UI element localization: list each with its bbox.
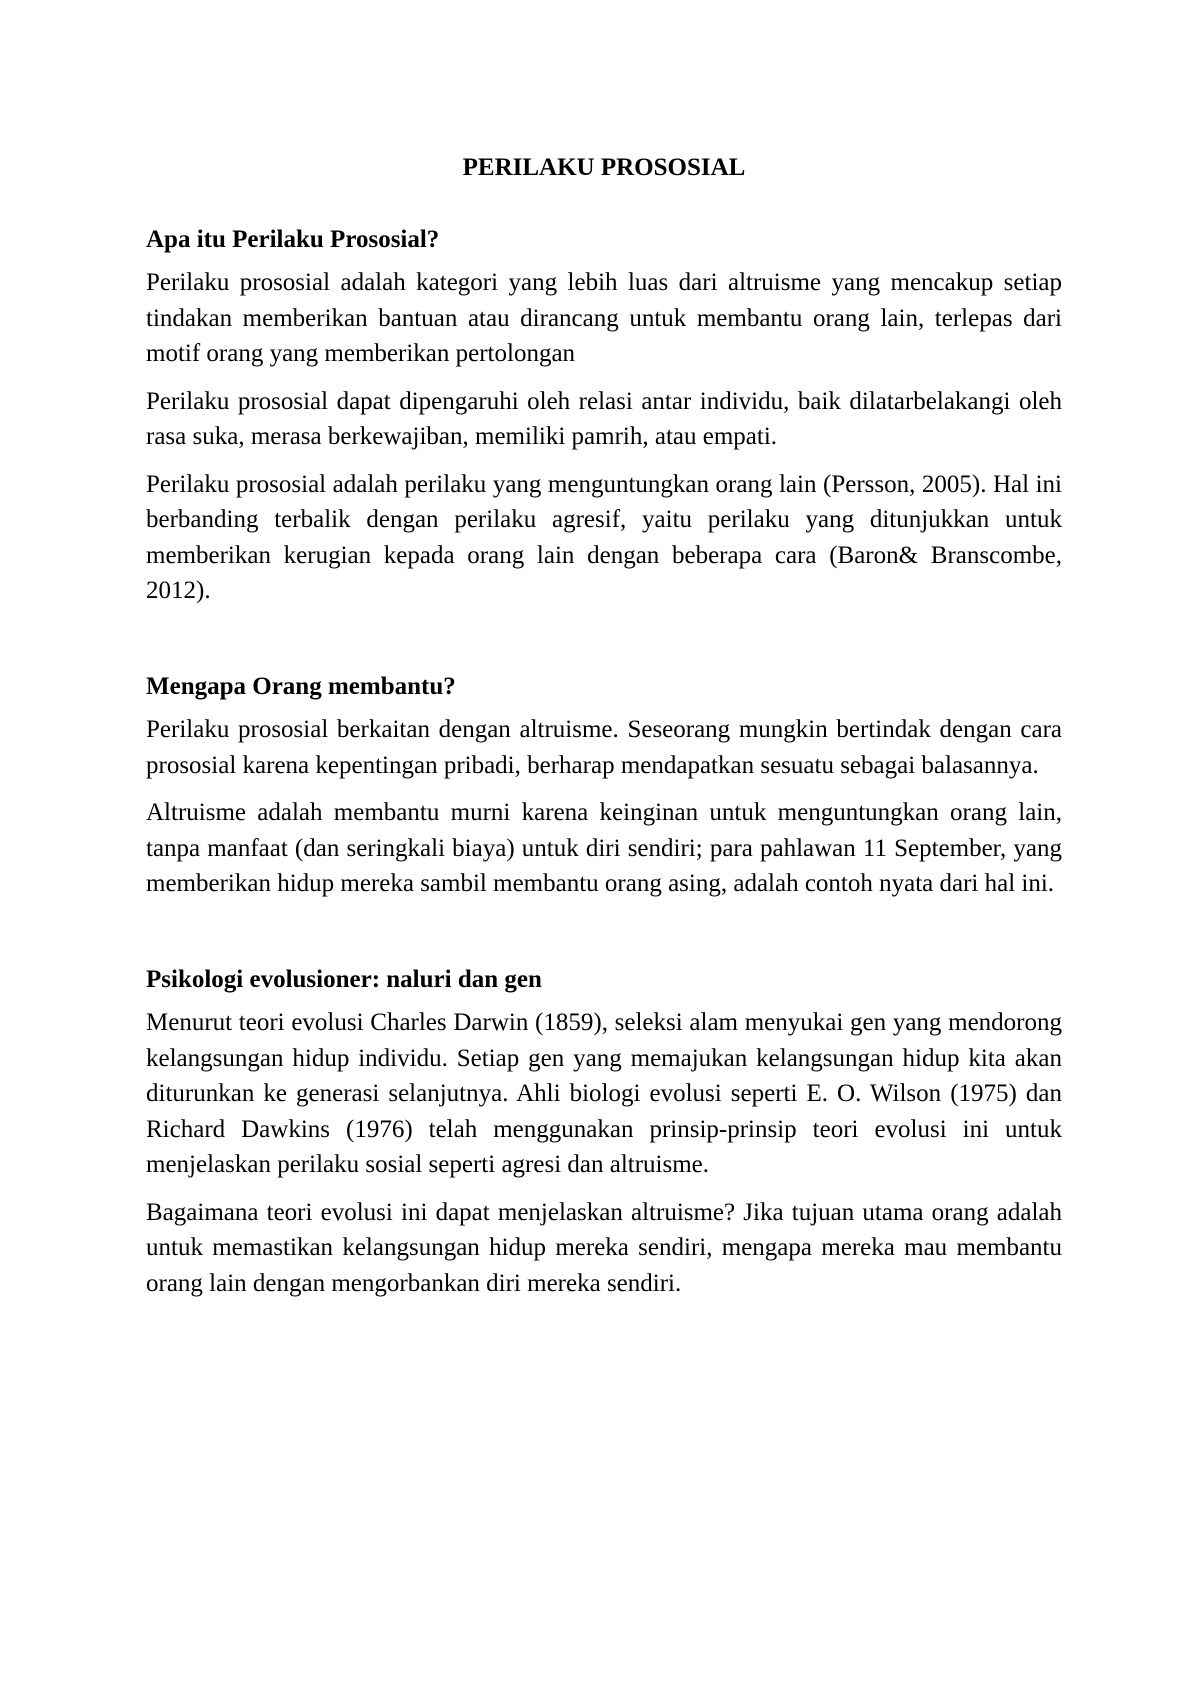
section-why-people-help <box>146 669 1062 902</box>
paragraph: Perilaku prososial dapat dipengaruhi oleh relasi antar individu, baik dilatarbelakangi oleh rasa suka, merasa berkewajiban, memiliki pamrih, atau empati. <box>146 387 1062 450</box>
section-heading: Apa itu Perilaku Prososial? <box>146 225 440 253</box>
paragraph: Menurut teori evolusi Charles Darwin (1859), seleksi alam menyukai gen yang mendorong kelangsungan hidup individu. Setiap gen yang memajukan kelangsungan hidup kita akan diturunkan ke generasi selanjutnya. Ahli biologi evolusi seperti E. O. Wilson (1975) dan Richard Dawkins (1976) telah menggunakan prinsip-prinsip teori evolusi ini untuk menjelaskan perilaku sosial seperti agresi dan altruisme. <box>146 1009 1062 1178</box>
document-title: PERILAKU PROSOSIAL <box>462 154 746 181</box>
paragraph: Perilaku prososial adalah perilaku yang menguntungkan orang lain (Persson, 2005). Hal ini berbanding terbalik dengan perilaku agresif, yaitu perilaku yang ditunjukkan untuk memberikan kerugian kepada orang lain dengan beberapa cara (Baron& Branscombe, 2012). <box>146 470 1062 604</box>
section-what-is-prosocial <box>146 222 1062 609</box>
paragraph: Perilaku prososial adalah kategori yang lebih luas dari altruisme yang mencakup setiap tindakan memberikan bantuan atau dirancang untuk membantu orang lain, terlepas dari motif orang yang memberikan pertolongan <box>146 269 1062 367</box>
paragraph: Altruisme adalah membantu murni karena keinginan untuk menguntungkan orang lain, tanpa manfaat (dan seringkali biaya) untuk diri sendiri; para pahlawan 11 September, yang memberikan hidup mereka sambil membantu orang asing, adalah contoh nyata dari hal ini. <box>146 799 1062 897</box>
section-heading: Psikologi evolusioner: naluri dan gen <box>146 965 542 993</box>
paragraph: Perilaku prososial berkaitan dengan altruisme. Seseorang mungkin bertindak dengan cara prososial karena kepentingan pribadi, berharap mendapatkan sesuatu sebagai balasannya. <box>146 716 1062 779</box>
section-spacer <box>146 621 1062 669</box>
section-spacer <box>146 914 1062 962</box>
section-evolutionary-psychology <box>146 962 1062 1302</box>
section-heading: Mengapa Orang membantu? <box>146 672 456 700</box>
document-body <box>146 150 1062 1313</box>
paragraph: Bagaimana teori evolusi ini dapat menjelaskan altruisme? Jika tujuan utama orang adalah untuk memastikan kelangsungan hidup mereka sendiri, mengapa mereka mau membantu orang lain dengan mengorbankan diri mereka sendiri. <box>146 1198 1062 1297</box>
